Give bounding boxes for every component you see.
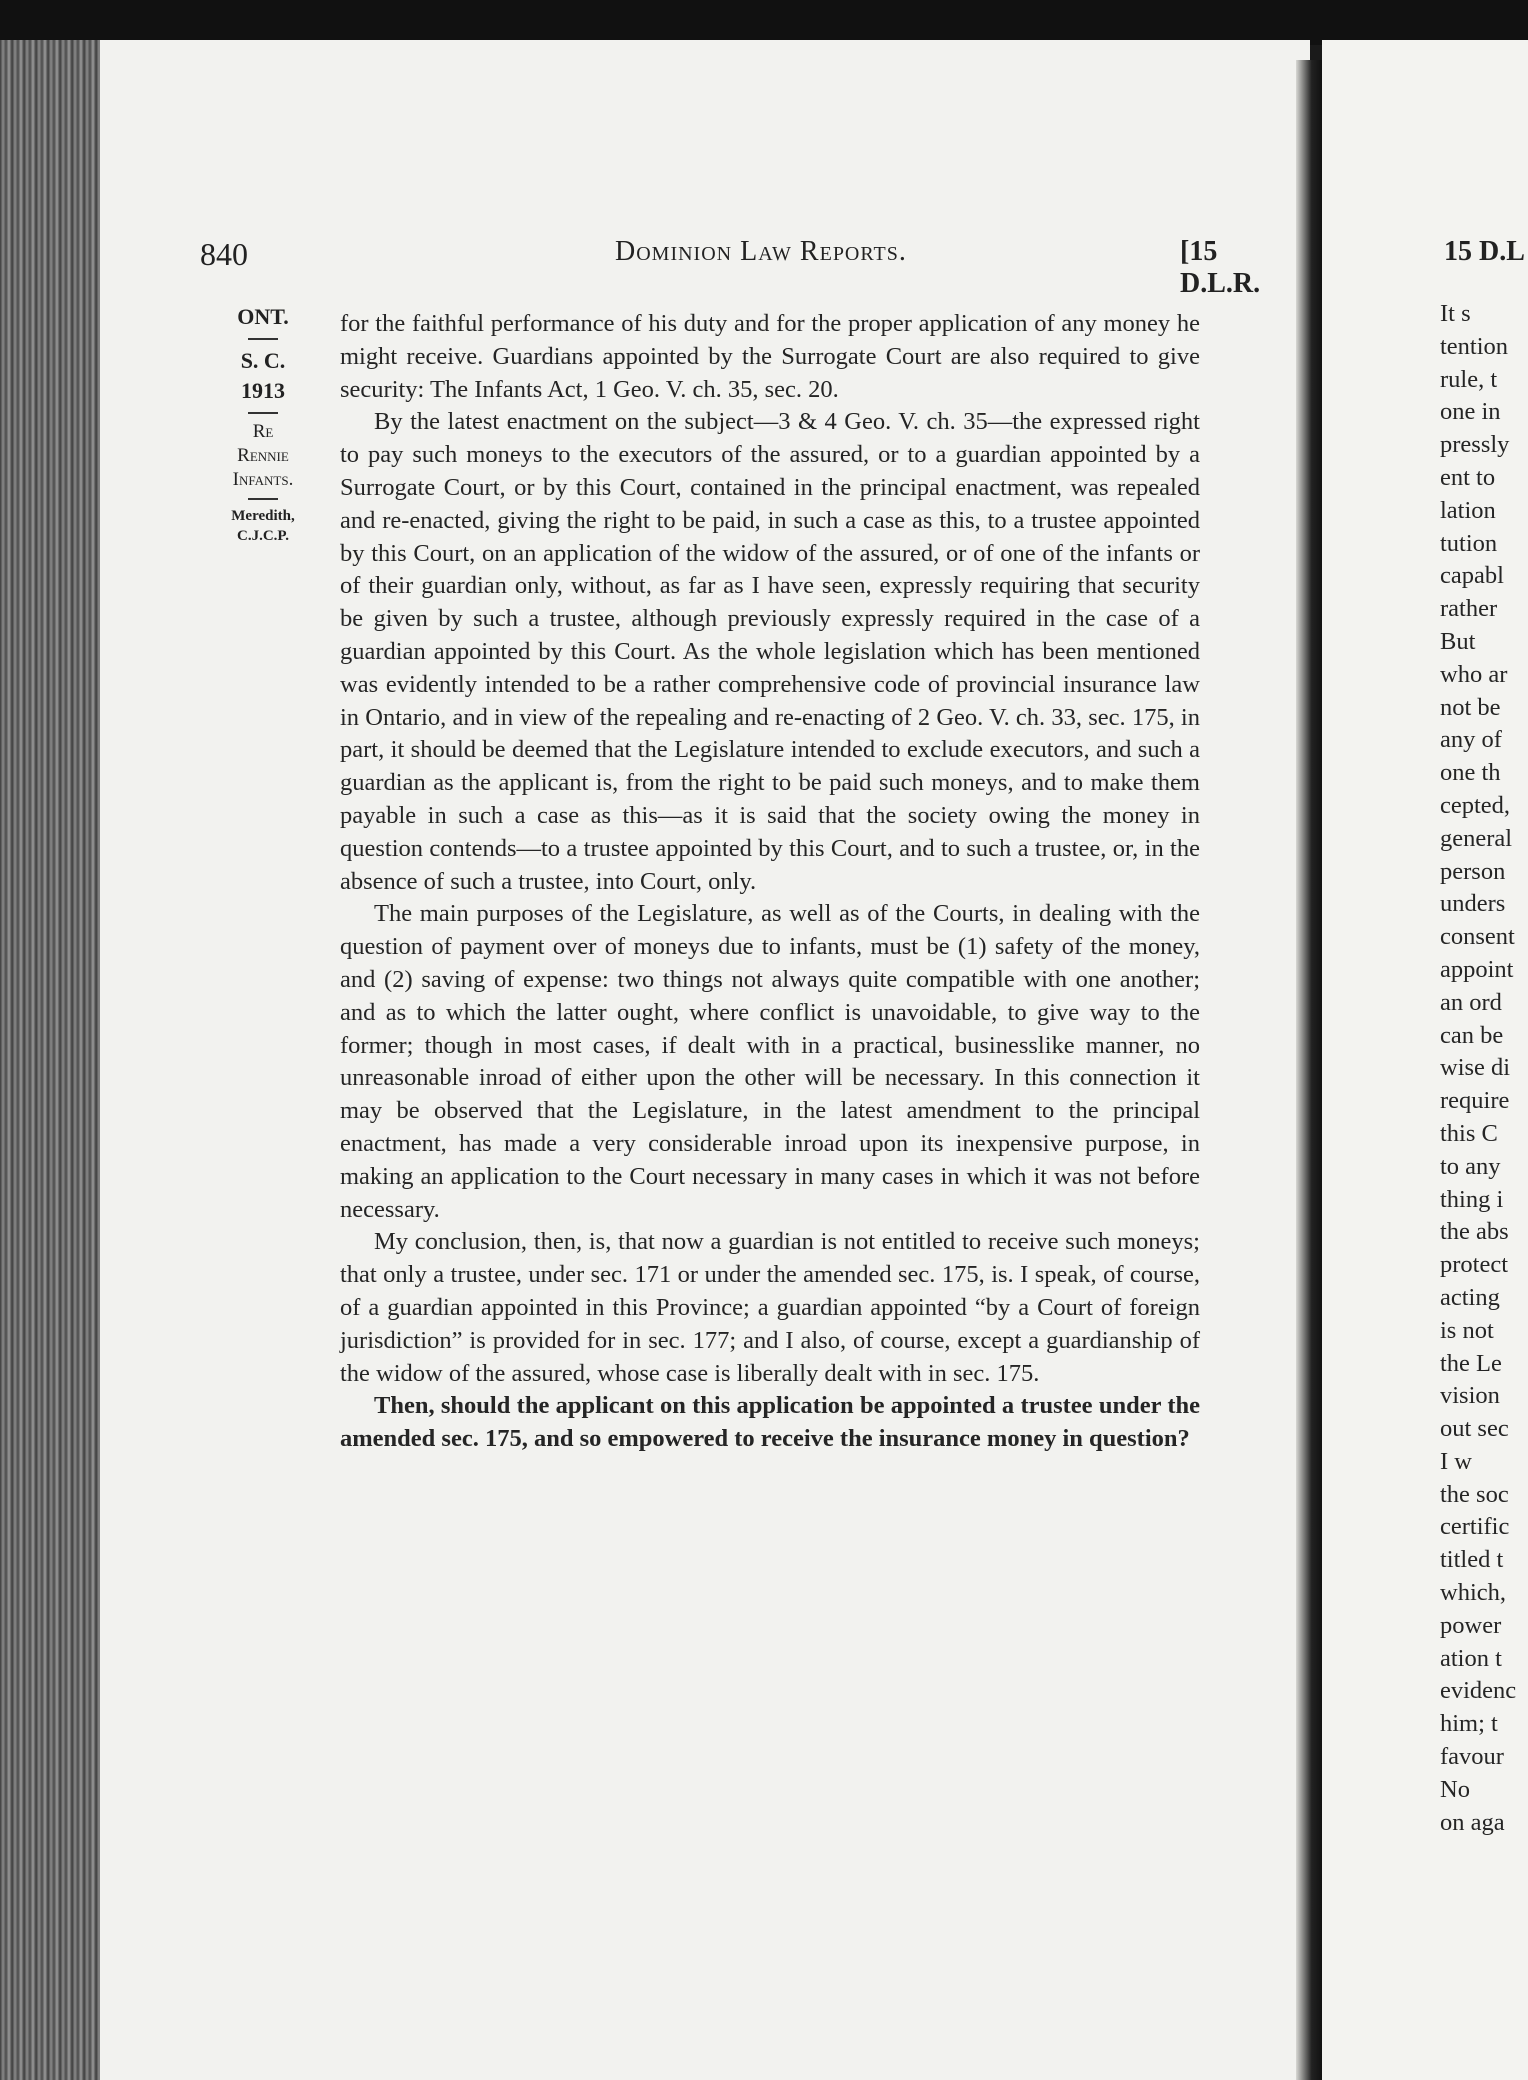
right-page-line: the soc: [1440, 1480, 1509, 1508]
margin-judge-title: C.J.C.P.: [237, 528, 289, 544]
book-gutter: [1296, 60, 1322, 2080]
divider: [248, 412, 278, 414]
paragraph: for the faithful performance of his duty and for the proper application of any money he might receive. Guardians appointed by the Surrogate Court are also required to give security: The Infants Act, 1 Geo. V. ch. 35, sec. 20.: [340, 310, 1200, 403]
right-page-line: person: [1440, 857, 1506, 885]
right-page-line: lation: [1440, 496, 1496, 524]
margin-case-re: Re: [252, 421, 274, 442]
right-page-header: 15 D.L: [1444, 236, 1525, 267]
right-page-line: favour: [1440, 1743, 1504, 1771]
right-page-line: general: [1440, 824, 1513, 852]
divider: [248, 498, 278, 500]
right-page-line: capabl: [1440, 562, 1504, 590]
right-page-line: one th: [1440, 759, 1501, 787]
paragraph: Then, should the applicant on this application be appointed a trustee under the amended sec. 175, and so empowered to receive the insurance money in question?: [340, 1392, 1200, 1453]
right-page-line: certific: [1440, 1513, 1510, 1541]
right-page-line: ent to: [1440, 463, 1496, 491]
right-page-line: on aga: [1440, 1808, 1505, 1836]
right-page-line: tution: [1440, 529, 1498, 557]
right-page-line: is not: [1440, 1316, 1494, 1344]
right-page-line: an ord: [1440, 988, 1502, 1016]
right-page-line: one in: [1440, 398, 1501, 426]
book-page-edges: [0, 40, 100, 2080]
right-page-line: consent: [1440, 923, 1515, 951]
right-page-line: power: [1440, 1611, 1502, 1639]
right-page-line: No: [1440, 1775, 1470, 1803]
margin-province: ONT.: [237, 304, 289, 329]
margin-case-name: Rennie: [237, 445, 289, 466]
right-page-line: who ar: [1440, 660, 1508, 688]
right-page-line: to any: [1440, 1152, 1501, 1180]
margin-year: 1913: [241, 378, 285, 403]
right-page-line: not be: [1440, 693, 1501, 721]
right-page-text: [1440, 298, 1528, 1839]
right-page-line: which,: [1440, 1579, 1506, 1607]
right-page-line: any of: [1440, 726, 1502, 754]
right-page-line: protect: [1440, 1251, 1509, 1279]
right-page-line: pressly: [1440, 431, 1510, 459]
right-page-line: thing i: [1440, 1185, 1504, 1213]
right-page-line: rather: [1440, 595, 1498, 623]
right-page-line: titled t: [1440, 1546, 1504, 1574]
right-page-line: acting: [1440, 1283, 1500, 1311]
right-page-line: I w: [1440, 1447, 1472, 1475]
margin-court: S. C.: [240, 348, 286, 373]
volume-label: [15 D.L.R.: [1180, 236, 1261, 299]
paragraph: By the latest enactment on the subject—3 & 4 Geo. V. ch. 35—the expressed right to pay such moneys to the executors of the assured, or to a guardian appointed by a Surrogate Court, or by this Court, contained in the principal enactment, was repealed and re-enacted, giving the right to be paid, in such a case as this, to a trustee appointed by this Court, on an application of the widow of the assured, or of one of the infants or of their guardian only, without, as far as I have seen, expressly requiring that security be given by such a trustee, although previously expressly required in the case of a guardian appointed by this Court. As the whole legislation which has been mentioned was evidently intended to be a rather comprehensive code of provincial insurance law in Ontario, and in view of the repealing and re-enacting of 2 Geo. V. ch. 33, sec. 175, in part, it should be deemed that the Legislature intended to exclude executors, and such a guardian as the applicant is, from the right to be paid such moneys, and to make them payable in such a case as this—as it is said that the society owing the money in question contends—to a trustee appointed by this Court, and to such a trustee, or, in the absence of such a trustee, into Court, only.: [340, 408, 1200, 895]
right-page-line: can be: [1440, 1021, 1504, 1049]
right-page-line: wise di: [1440, 1054, 1511, 1082]
paragraph: My conclusion, then, is, that now a guardian is not entitled to receive such moneys; that only a trustee, under sec. 171 or under the amended sec. 175, is. I speak, of course, of a guardian appointed in this Province; a guardian appointed “by a Court of foreign jurisdiction” is provided for in sec. 177; and I also, of course, except a guardianship of the widow of the assured, whose case is liberally dealt with in sec. 175.: [340, 1228, 1200, 1387]
margin-case-infants: Infants.: [232, 469, 294, 490]
right-page-line: the Le: [1440, 1349, 1502, 1377]
left-page: [100, 40, 1310, 2080]
right-page-line: unders: [1440, 890, 1506, 918]
body-text: [340, 308, 1200, 1456]
right-page-line: vision: [1440, 1382, 1500, 1410]
scan-top-border: [0, 0, 1528, 45]
right-page-line: It s: [1440, 300, 1471, 327]
right-page-line: ation t: [1440, 1644, 1502, 1672]
right-page-line: rule, t: [1440, 365, 1498, 393]
right-page-line: him; t: [1440, 1710, 1498, 1738]
right-page-line: tention: [1440, 332, 1509, 360]
page-header: [100, 236, 1261, 299]
right-page-line: evidenc: [1440, 1677, 1517, 1705]
margin-notes: [208, 302, 318, 546]
right-page-line: the abs: [1440, 1218, 1509, 1246]
right-page-line: out sec: [1440, 1415, 1509, 1443]
right-page-line: cepted,: [1440, 791, 1511, 819]
right-page: [1322, 40, 1528, 2080]
page-number: 840: [200, 236, 248, 272]
divider: [248, 338, 278, 340]
right-page-line: But: [1440, 627, 1476, 655]
right-page-line: this C: [1440, 1119, 1498, 1147]
right-page-line: appoint: [1440, 955, 1514, 983]
paragraph: The main purposes of the Legislature, as well as of the Courts, in dealing with the question of payment over of moneys due to infants, must be (1) safety of the money, and (2) saving of expense: two things not always quite compatible with one another; and as to which the latter ought, where conflict is unavoidable, to give way to the former; though in most cases, if dealt with in a practical, businesslike manner, no unreasonable inroad of either upon the other will be necessary. In this connection it may be observed that the Legislature, in the latest amendment to the principal enactment, has made a very considerable inroad upon its inexpensive purpose, in making an application to the Court necessary in many cases in which it was not before necessary.: [340, 900, 1200, 1223]
running-title: Dominion Law Reports.: [615, 236, 907, 267]
margin-judge: Meredith,: [231, 508, 295, 524]
right-page-line: require: [1440, 1087, 1510, 1115]
